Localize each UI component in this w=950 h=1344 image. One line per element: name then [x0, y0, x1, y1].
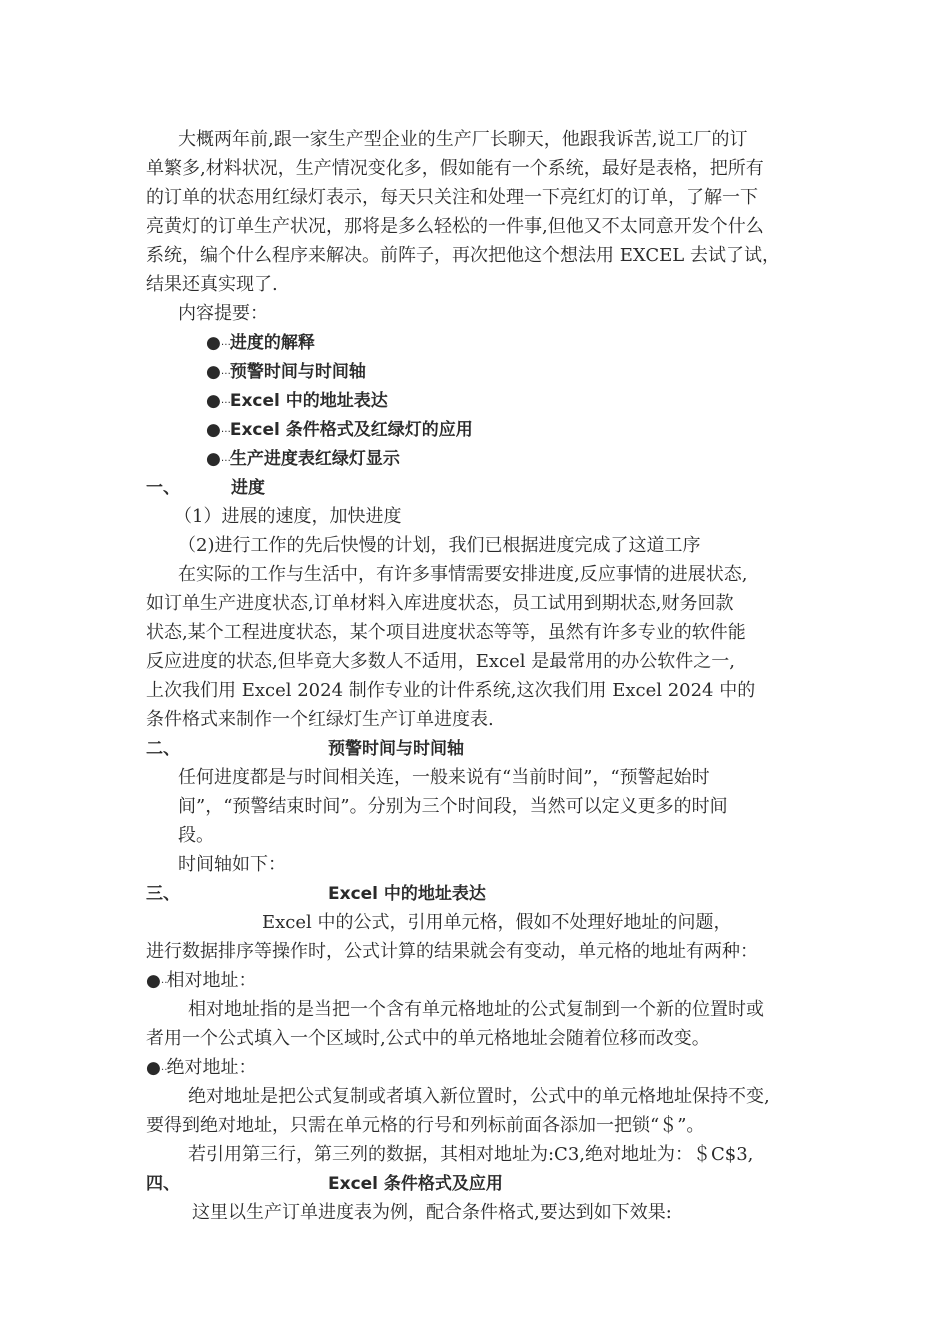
- section-2-line-2: 间”，“预警结束时间”。分别为三个时间段，当然可以定义更多的时间: [178, 796, 728, 817]
- section-1-line-4: 反应进度的状态,但毕竟大多数人不适用，Excel 是最常用的办公软件之一,: [146, 651, 735, 672]
- section-1-number: 一、: [146, 478, 180, 498]
- section-4-number: 四、: [146, 1174, 180, 1194]
- contents-item-label: Excel 中的地址表达: [229, 391, 388, 411]
- absolute-address-label: [146, 1056, 257, 1080]
- contents-item: [206, 360, 366, 384]
- contents-item-label: 进度的解释: [229, 333, 315, 353]
- relative-line-1: 相对地址指的是当把一个含有单元格地址的公式复制到一个新的位置时或: [188, 999, 764, 1020]
- section-3-line-2: 进行数据排序等操作时，公式计算的结果就会有变动，单元格的地址有两种：: [146, 941, 758, 962]
- intro-line-4: 亮黄灯的订单生产状况，那将是多么轻松的一件事,但他又不太同意开发个什么: [146, 216, 764, 237]
- section-4-title: Excel 条件格式及应用: [328, 1174, 503, 1194]
- relative-address-text: 相对地址：: [166, 970, 257, 991]
- bullet-icon: ●: [146, 971, 161, 991]
- section-4-line-1: 这里以生产订单进度表为例，配合条件格式,要达到如下效果:: [192, 1202, 672, 1223]
- leader-dots: …: [220, 366, 230, 377]
- section-1-title: 进度: [231, 478, 265, 498]
- intro-line-6: 结果还真实现了.: [146, 274, 278, 295]
- bullet-icon: ●: [206, 333, 221, 353]
- bullet-icon: ●: [146, 1058, 161, 1078]
- section-1-definition-1: （1）进展的速度，加快进度: [174, 506, 402, 527]
- relative-line-2: 者用一个公式填入一个区域时,公式中的单元格地址会随着位移而改变。: [146, 1028, 710, 1049]
- section-3-line-1: Excel 中的公式，引用单元格，假如不处理好地址的问题，: [262, 912, 732, 933]
- absolute-line-2: 要得到绝对地址，只需在单元格的行号和列标前面各添加一把锁“＄”。: [146, 1115, 705, 1136]
- leader-dots: ‥: [160, 1062, 167, 1073]
- leader-dots: …: [220, 395, 230, 406]
- leader-dots: …: [220, 337, 230, 348]
- section-2-title: 预警时间与时间轴: [328, 739, 464, 759]
- bullet-icon: ●: [206, 420, 221, 440]
- relative-address-label: [146, 969, 257, 993]
- leader-dots: …: [220, 453, 230, 464]
- intro-line-5: 系统，编个什么程序来解决。前阵子，再次把他这个想法用 EXCEL 去试了试，: [146, 245, 780, 266]
- contents-item: [206, 418, 473, 442]
- section-2-line-1: 任何进度都是与时间相关连，一般来说有“当前时间”，“预警起始时: [178, 767, 710, 788]
- section-1-line-3: 状态,某个工程进度状态，某个项目进度状态等等，虽然有许多专业的软件能: [146, 622, 746, 643]
- contents-heading: 内容提要：: [178, 303, 268, 324]
- intro-line-2: 单繁多,材料状况，生产情况变化多，假如能有一个系统，最好是表格，把所有: [146, 158, 764, 179]
- bullet-icon: ●: [206, 449, 221, 469]
- section-1-line-1: 在实际的工作与生活中，有许多事情需要安排进度,反应事情的进展状态,: [178, 564, 748, 585]
- section-2-number: 二、: [146, 739, 180, 759]
- absolute-line-3: 若引用第三行，第三列的数据，其相对地址为:C3,绝对地址为：＄C$3,: [188, 1144, 754, 1165]
- leader-dots: …: [220, 424, 230, 435]
- section-3-title: Excel 中的地址表达: [328, 884, 486, 904]
- section-2-line-4: 时间轴如下：: [178, 854, 286, 875]
- intro-line-3: 的订单的状态用红绿灯表示，每天只关注和处理一下亮红灯的订单，了解一下: [146, 187, 758, 208]
- section-1-definition-2: （2)进行工作的先后快慢的计划，我们已根据进度完成了这道工序: [178, 535, 701, 556]
- section-2-line-3: 段。: [178, 825, 214, 846]
- bullet-icon: ●: [206, 391, 221, 411]
- contents-item-label: 预警时间与时间轴: [229, 362, 366, 382]
- section-3-number: 三、: [146, 884, 180, 904]
- contents-item: [206, 447, 400, 471]
- section-1-line-6: 条件格式来制作一个红绿灯生产订单进度表.: [146, 709, 494, 730]
- intro-line-1: 大概两年前,跟一家生产型企业的生产厂长聊天，他跟我诉苦,说工厂的订: [178, 129, 748, 150]
- contents-item-label: 生产进度表红绿灯显示: [229, 449, 400, 469]
- section-1-line-2: 如订单生产进度状态,订单材料入库进度状态，员工试用到期状态,财务回款: [146, 593, 734, 614]
- bullet-icon: ●: [206, 362, 221, 382]
- contents-item: [206, 331, 315, 355]
- absolute-address-text: 绝对地址：: [166, 1057, 257, 1078]
- absolute-line-1: 绝对地址是把公式复制或者填入新位置时，公式中的单元格地址保持不变,: [188, 1086, 770, 1107]
- section-1-line-5: 上次我们用 Excel 2024 制作专业的计件系统,这次我们用 Excel 2024 中的: [146, 680, 756, 701]
- leader-dots: ‥: [160, 975, 167, 986]
- contents-item-label: Excel 条件格式及红绿灯的应用: [229, 420, 473, 440]
- contents-item: [206, 389, 388, 413]
